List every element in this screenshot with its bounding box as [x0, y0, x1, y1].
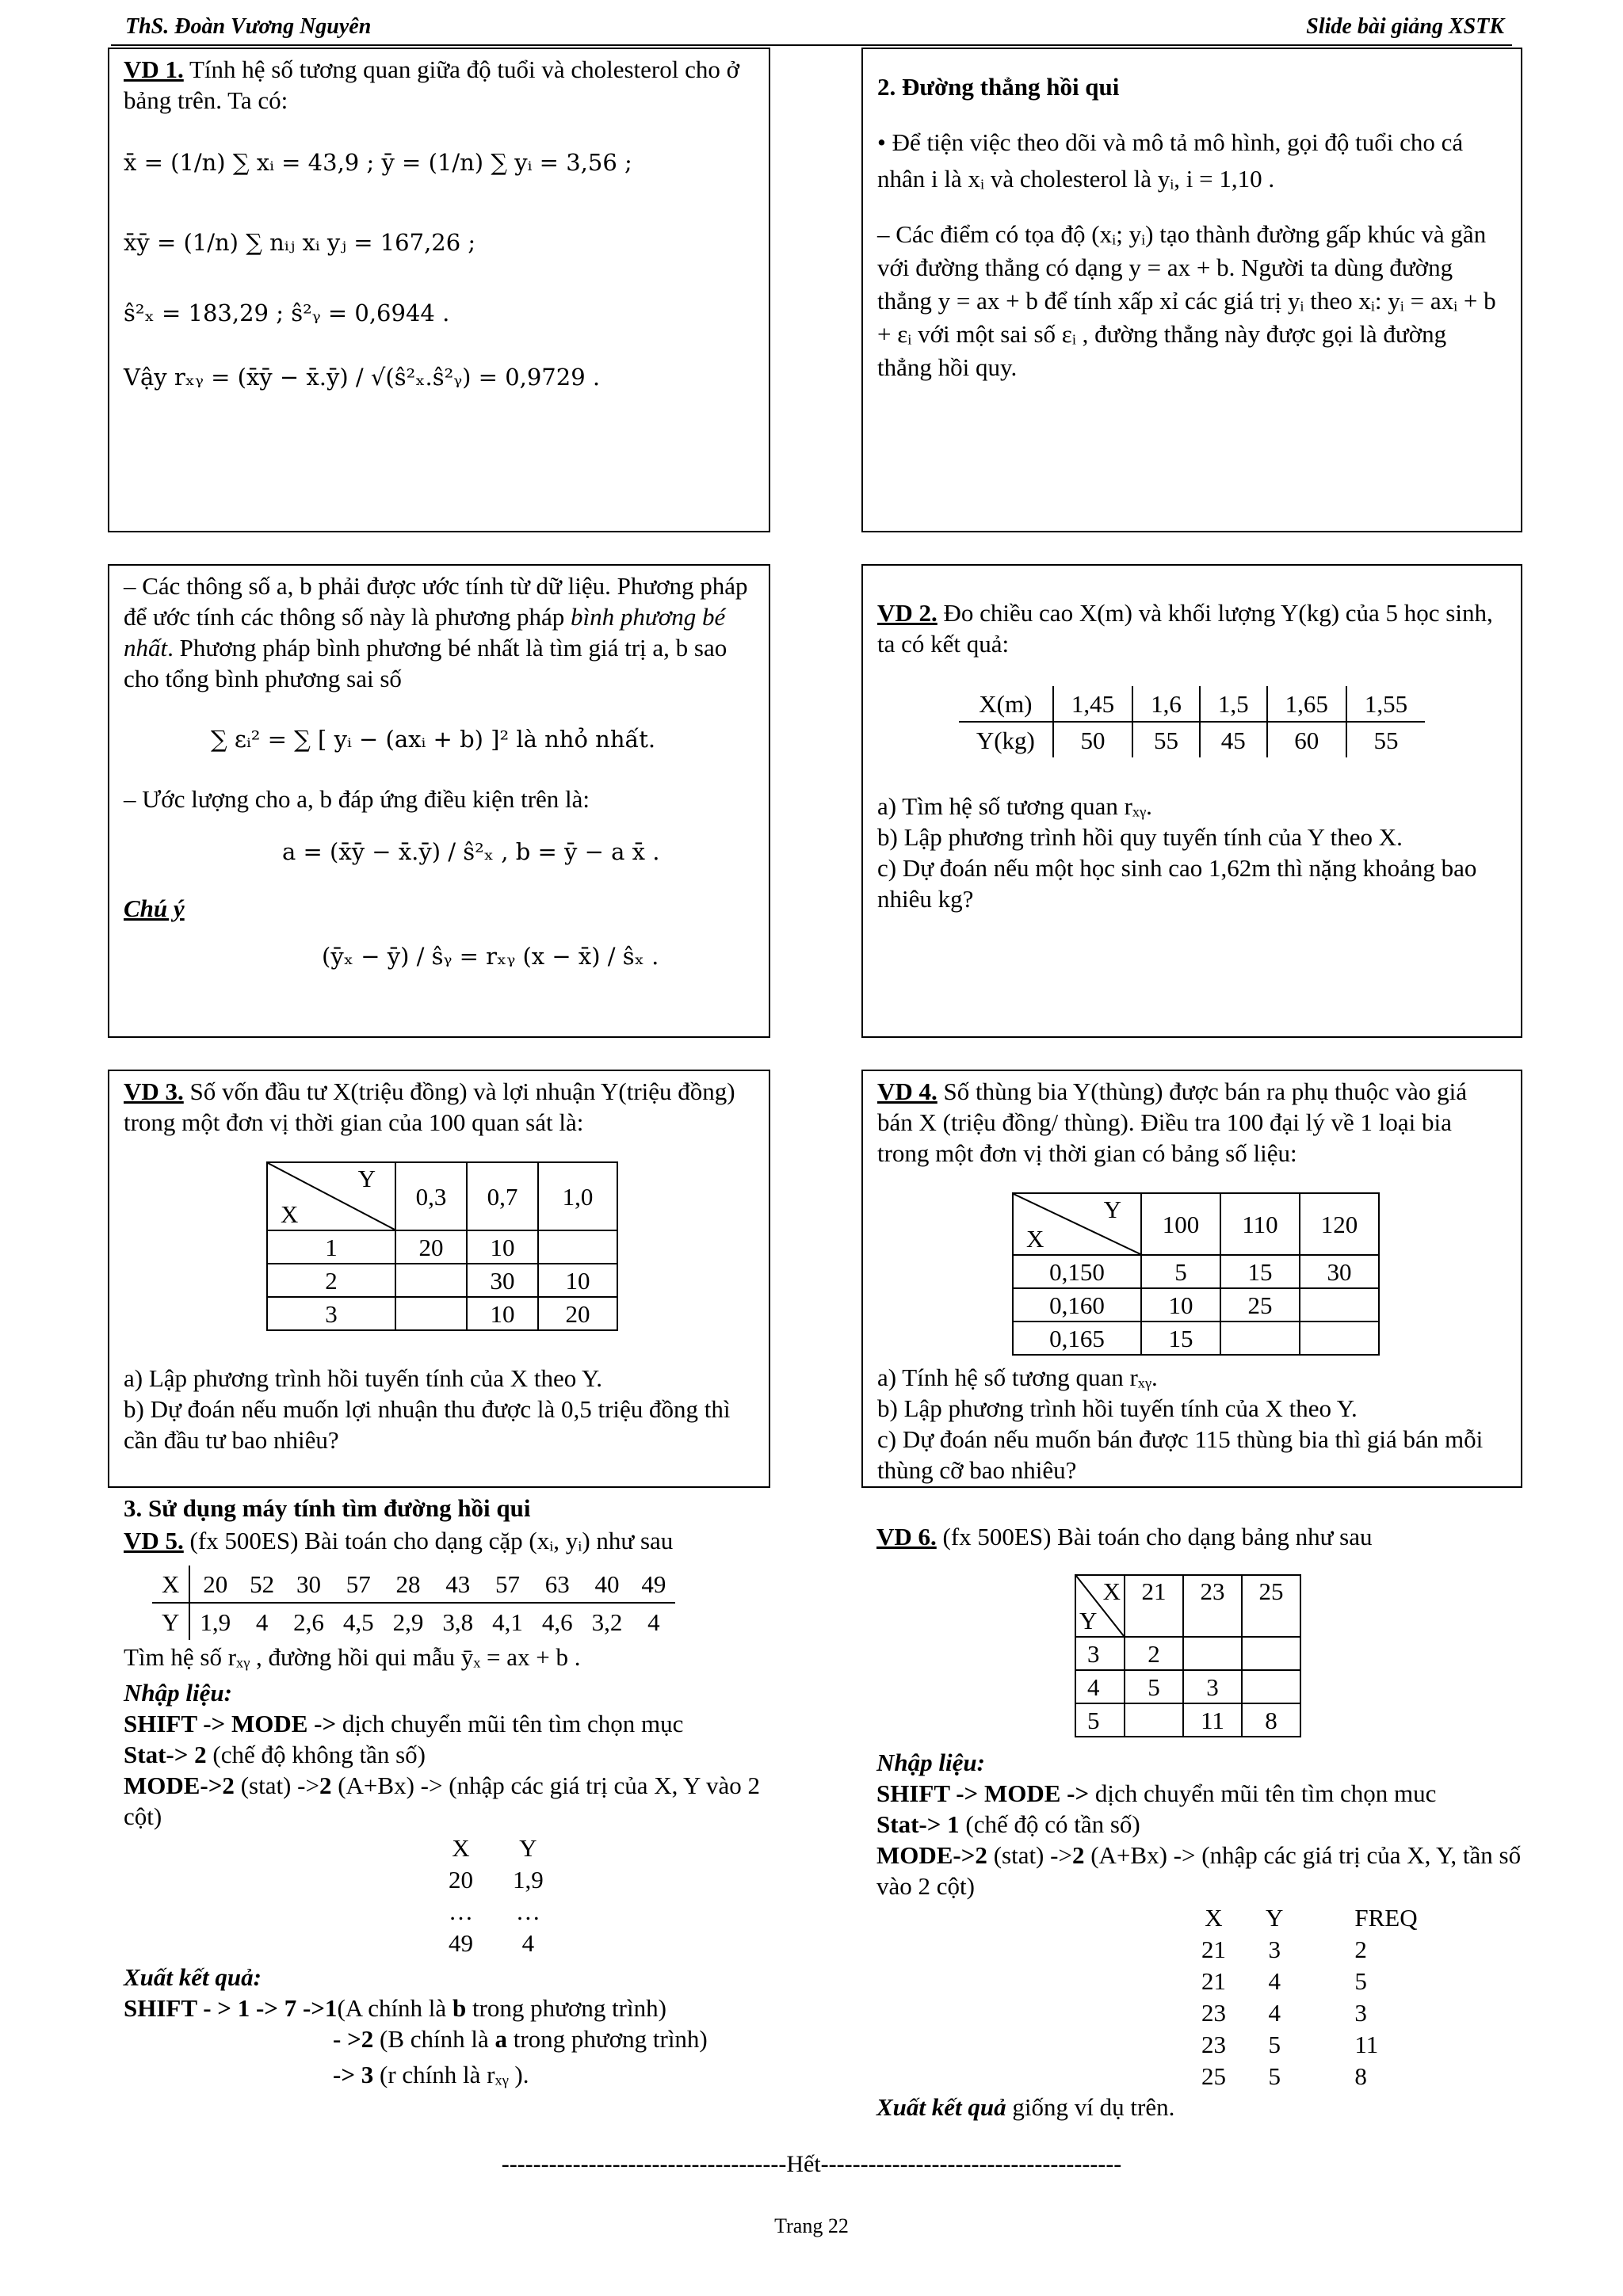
table-row — [1193, 1933, 1426, 1965]
table-cell: 4 — [647, 1608, 660, 1636]
vd3-question-a: a) Lập phương trình hồi tuyến tính của X theo Y. — [124, 1364, 603, 1392]
table-cell: 10 — [467, 1297, 538, 1330]
table-cell — [1300, 1322, 1379, 1355]
vd6-step1-keys: SHIFT -> MODE -> — [876, 1779, 1090, 1807]
vd5-out2-text: (B chính là — [373, 2025, 495, 2053]
table-cell — [1220, 1322, 1300, 1355]
params-method: bình phương bé nhất — [124, 603, 726, 662]
table-row — [1193, 1997, 1426, 2028]
params-note: Chú ý — [124, 894, 185, 922]
vd5-table — [152, 1566, 675, 1640]
params-p1b: . Phương pháp bình phương bé nhất là tìm giá trị a, b sao cho tổng bình phương sai số — [124, 634, 727, 692]
table-cell: 55 — [1132, 722, 1200, 757]
table-cell: 2 — [1354, 1935, 1367, 1963]
table-cell: 2,6 — [293, 1608, 324, 1636]
vd6-step1-text: dịch chuyển mũi tên tìm chọn muc — [1089, 1779, 1437, 1807]
table-row — [267, 1230, 617, 1264]
vd3-intro: Số vốn đầu tư X(triệu đồng) và lợi nhuận Y(triệu đồng) trong một đơn vị thời gian của 100 quan sát là: — [124, 1077, 735, 1136]
table-cell: 30 — [467, 1264, 538, 1297]
table-cell: 23 — [1183, 1575, 1242, 1637]
table-cell: 40 — [582, 1566, 632, 1603]
table-cell: 45 — [1200, 722, 1267, 757]
vd2-question-b: b) Lập phương trình hồi quy tuyến tính của Y theo X. — [877, 823, 1403, 851]
vd6-label: VD 6. — [876, 1523, 937, 1550]
corner-label-y: Y — [1079, 1607, 1098, 1634]
table-cell — [538, 1230, 617, 1264]
vd5-out1-rest: trong phương trình) — [466, 1994, 666, 2022]
vd6-table — [1075, 1574, 1301, 1737]
table-cell: 110 — [1220, 1193, 1300, 1255]
table-cell: 5 — [1268, 2061, 1281, 2090]
vd5-out3-text: (r chính là rₓᵧ ). — [373, 2061, 529, 2088]
table-cell: 55 — [1346, 722, 1425, 757]
table-cell: 3 — [1354, 1998, 1367, 2027]
vd5-step3-text: (stat) -> — [234, 1772, 319, 1799]
vd5-out2-keys: - >2 — [333, 2025, 374, 2053]
vd2-intro: Đo chiều cao X(m) và khối lượng Y(kg) của 5 học sinh, ta có kết quả: — [877, 599, 1493, 658]
vd5-out2-rest: trong phương trình) — [507, 2025, 708, 2053]
table-cell: 1,55 — [1346, 686, 1425, 722]
corner-label-y: Y — [1103, 1196, 1121, 1223]
table-cell: 43 — [433, 1566, 483, 1603]
table-cell — [1125, 1703, 1183, 1737]
vd6-step3-rest: (A+Bx) -> (nhập các giá trị của X, Y, tần số vào 2 cột) — [876, 1841, 1522, 1900]
table-cell — [395, 1297, 467, 1330]
vd5-out1-text: (A chính là — [337, 1994, 453, 2022]
table-cell — [1300, 1288, 1379, 1322]
vd2-question-a: a) Tìm hệ số tương quan rₓᵧ. — [877, 792, 1152, 820]
table-cell: 63 — [533, 1566, 582, 1603]
table-row — [1193, 2060, 1426, 2092]
section2-p2: – Các điểm có tọa độ (xᵢ; yᵢ) tạo thành đường gấp khúc và gần với đường thẳng có dạng y = ax + b. Người ta dùng đường thẳng y = ax + b để tính xấp xỉ các giá trị yᵢ theo xᵢ: yᵢ = axᵢ + b + εᵢ với một sai số εᵢ , đường thẳng này được gọi là đường thẳng hồi quy. — [877, 220, 1496, 381]
table-row — [959, 722, 1425, 757]
table-cell: X — [152, 1566, 189, 1603]
vd3-question-b: b) Dự đoán nếu muốn lợi nhuận thu được là 0,5 triệu đồng thì cần đầu tư bao nhiêu? — [124, 1395, 731, 1454]
table-cell: 4 — [1268, 1998, 1281, 2027]
params-formula-ab: a = (x̄ȳ − x̄.ȳ) / ŝ²ₓ , b = ȳ − a x̄ . — [282, 838, 660, 865]
table-cell: 21 — [1201, 1935, 1226, 1963]
table-cell: 5 — [1075, 1703, 1125, 1737]
table-row — [1075, 1670, 1300, 1703]
table-cell: 20 — [449, 1865, 473, 1894]
table-cell: 25 — [1242, 1575, 1300, 1637]
table-row — [1013, 1322, 1379, 1355]
table-cell: 0,7 — [467, 1162, 538, 1230]
table-cell: 3,2 — [591, 1608, 623, 1636]
vd6-input-title: Nhập liệu: — [876, 1749, 985, 1776]
table-cell: Y — [1266, 1903, 1284, 1932]
table-cell: 0,3 — [395, 1162, 467, 1230]
table-cell — [395, 1264, 467, 1297]
section2-title: 2. Đường thẳng hồi qui — [877, 73, 1120, 101]
table-cell — [1183, 1637, 1242, 1670]
table-cell: 60 — [1267, 722, 1346, 757]
table-cell: 21 — [1125, 1575, 1183, 1637]
table-cell: 11 — [1183, 1703, 1242, 1737]
table-cell: 4 — [1075, 1670, 1125, 1703]
table-row — [959, 686, 1425, 722]
table-cell: 10 — [467, 1230, 538, 1264]
table-cell: Y(kg) — [976, 726, 1035, 754]
table-row — [1075, 1703, 1300, 1737]
section3-title: 3. Sử dụng máy tính tìm đường hồi qui — [124, 1494, 531, 1522]
table-row — [1193, 2028, 1426, 2060]
vd6-step3-text: (stat) -> — [987, 1841, 1072, 1869]
vd5-find: Tìm hệ số rₓᵧ , đường hồi qui mẫu ȳₓ = ax + b . — [124, 1643, 581, 1671]
table-cell: 8 — [1354, 2061, 1367, 2090]
table-row — [1013, 1288, 1379, 1322]
vd1-formula-xy: x̄ȳ = (1/n) ∑ nᵢⱼ xᵢ yⱼ = 167,26 ; — [124, 229, 476, 256]
table-cell: 52 — [240, 1566, 284, 1603]
table-cell: 1,6 — [1132, 686, 1200, 722]
table-cell: 1,65 — [1267, 686, 1346, 722]
table-row — [267, 1264, 617, 1297]
table-cell: 49 — [632, 1566, 675, 1603]
vd4-intro: Số thùng bia Y(thùng) được bán ra phụ thuộc vào giá bán X (triệu đồng/ thùng). Điều tra 100 đại lý về 1 loại bia trong một đơn vị thời gian có bảng số liệu: — [877, 1077, 1468, 1167]
table-row — [1013, 1193, 1379, 1255]
vd6-freq-table — [1193, 1901, 1426, 2092]
table-cell: … — [515, 1897, 540, 1925]
vd4-question-c: c) Dự đoán nếu muốn bán được 115 thùng bia thì giá bán mỗi thùng cỡ bao nhiêu? — [877, 1425, 1484, 1484]
end-marker: ------------------------------------Hết-------------------------------------- — [501, 2151, 1122, 2177]
corner-label-y: Y — [357, 1165, 376, 1192]
table-cell: 5 — [1141, 1255, 1220, 1288]
vd5-input-title: Nhập liệu: — [124, 1679, 232, 1707]
table-cell: 1,5 — [1200, 686, 1267, 722]
vd5-intro: (fx 500ES) Bài toán cho dạng cặp (xᵢ, yᵢ) như sau — [189, 1527, 674, 1554]
table-row — [152, 1603, 675, 1640]
table-cell: 15 — [1141, 1322, 1220, 1355]
table-row — [441, 1927, 552, 1958]
table-cell: FREQ — [1354, 1903, 1418, 1932]
corner-label-x: X — [1102, 1577, 1121, 1605]
table-cell: X — [452, 1833, 470, 1862]
table-row — [267, 1162, 617, 1230]
table-cell: X(m) — [959, 686, 1053, 722]
vd4-label: VD 4. — [877, 1077, 938, 1105]
table-cell: 0,150 — [1013, 1255, 1141, 1288]
table-cell: 4 — [1268, 1966, 1281, 1995]
table-cell: 3 — [1268, 1935, 1281, 1963]
table-cell: 49 — [449, 1928, 473, 1957]
table-cell: 4,6 — [541, 1608, 573, 1636]
table-cell: … — [449, 1897, 473, 1925]
table-cell: 30 — [1300, 1255, 1379, 1288]
vd6-step2-text: (chế độ có tần số) — [959, 1810, 1140, 1838]
vd1-formula-variance: ŝ²ₓ = 183,29 ; ŝ²ᵧ = 0,6944 . — [124, 299, 450, 326]
table-cell: 20 — [395, 1230, 467, 1264]
table-cell: 5 — [1354, 1966, 1367, 1995]
table-row — [441, 1863, 552, 1895]
vd5-out3-keys: -> 3 — [333, 2061, 374, 2088]
table-cell: 2,9 — [392, 1608, 424, 1636]
vd6-output-text: giống ví dụ trên. — [1006, 2093, 1175, 2121]
header-author: ThS. Đoàn Vương Nguyên — [125, 14, 372, 39]
table-cell: 1,9 — [200, 1608, 231, 1636]
vd6-intro: (fx 500ES) Bài toán cho dạng bảng như sau — [942, 1523, 1373, 1550]
vd5-out1-keys: SHIFT - > 1 -> 7 ->1 — [124, 1994, 338, 2022]
table-cell: 50 — [1053, 722, 1132, 757]
corner-cell — [267, 1162, 395, 1230]
table-row — [152, 1566, 675, 1603]
table-cell: 28 — [384, 1566, 433, 1603]
table-cell: 3 — [267, 1297, 395, 1330]
params-formula-lsq: ∑ εᵢ² = ∑ [ yᵢ − (axᵢ + b) ]² là nhỏ nhất. — [211, 726, 656, 753]
vd1-intro: Tính hệ số tương quan giữa độ tuổi và cholesterol cho ở bảng trên. Ta có: — [124, 55, 739, 114]
params-p2: – Ước lượng cho a, b đáp ứng điều kiện trên là: — [124, 785, 590, 813]
table-cell: 4 — [255, 1608, 269, 1636]
table-cell: 15 — [1220, 1255, 1300, 1288]
vd6 — [876, 1521, 1526, 2122]
vd5-step3-key2: 2 — [319, 1772, 332, 1799]
table-cell: 8 — [1242, 1703, 1300, 1737]
params-box — [108, 564, 770, 1038]
corner-cell — [1013, 1193, 1141, 1255]
table-cell: 100 — [1141, 1193, 1220, 1255]
table-cell: 3 — [1183, 1670, 1242, 1703]
section3 — [124, 1493, 773, 2090]
section2-box — [861, 48, 1522, 532]
vd6-step3-key2: 2 — [1071, 1841, 1085, 1869]
table-cell — [1242, 1670, 1300, 1703]
table-cell: 4 — [521, 1928, 535, 1957]
table-cell: 57 — [334, 1566, 384, 1603]
table-cell: 1,9 — [513, 1865, 544, 1894]
table-cell: 20 — [538, 1297, 617, 1330]
table-cell: 4,5 — [342, 1608, 374, 1636]
vd4-table — [1012, 1192, 1380, 1356]
vd2-label: VD 2. — [877, 599, 938, 627]
params-p1: – Các thông số a, b phải được ước tính từ dữ liệu. Phương pháp để ước tính các thông số này là phương pháp — [124, 572, 748, 631]
vd5-output-title: Xuất kết quả: — [124, 1963, 262, 1991]
table-cell: 120 — [1300, 1193, 1379, 1255]
vd5-step2-text: (chế độ không tần số) — [206, 1741, 426, 1768]
vd1-formula-r: Vậy rₓᵧ = (x̄ȳ − x̄.ȳ) / √(ŝ²ₓ.ŝ²ᵧ) = 0,9729 . — [124, 364, 601, 391]
table-cell: 5 — [1268, 2030, 1281, 2058]
table-cell: 0,165 — [1013, 1322, 1141, 1355]
vd2-box — [861, 564, 1522, 1038]
vd5-step1-text: dịch chuyển mũi tên tìm chọn mục — [336, 1710, 684, 1737]
table-cell: 20 — [189, 1566, 240, 1603]
table-cell: 2 — [1125, 1637, 1183, 1670]
table-cell: 10 — [538, 1264, 617, 1297]
vd5-out2-var: a — [495, 2025, 507, 2053]
corner-label-x: X — [281, 1200, 299, 1228]
table-cell: 21 — [1201, 1966, 1226, 1995]
table-row — [441, 1832, 552, 1863]
vd6-step2-keys: Stat-> 1 — [876, 1810, 960, 1838]
table-row — [1075, 1637, 1300, 1670]
vd5-label: VD 5. — [124, 1527, 184, 1554]
vd3-table — [266, 1161, 618, 1331]
vd6-step3-keys: MODE->2 — [876, 1841, 987, 1869]
table-cell: 1,0 — [538, 1162, 617, 1230]
corner-label-x: X — [1026, 1225, 1044, 1253]
table-cell: X — [1205, 1903, 1223, 1932]
table-cell: 4,1 — [492, 1608, 523, 1636]
vd1-box — [108, 48, 770, 532]
vd3-box — [108, 1070, 770, 1488]
vd5-step2-keys: Stat-> 2 — [124, 1741, 207, 1768]
vd6-output-title: Xuất kết quả — [876, 2093, 1006, 2121]
vd5-out1-var: b — [452, 1994, 467, 2022]
table-cell — [1242, 1637, 1300, 1670]
header-title: Slide bài giảng XSTK — [1306, 14, 1504, 39]
vd5-step3-keys: MODE->2 — [124, 1772, 235, 1799]
params-formula-note: (ȳₓ − ȳ) / ŝᵧ = rₓᵧ (x − x̄) / ŝₓ . — [322, 943, 659, 970]
table-cell: 3,8 — [442, 1608, 474, 1636]
vd4-question-b: b) Lập phương trình hồi tuyến tính của X theo Y. — [877, 1394, 1358, 1422]
table-cell: 5 — [1125, 1670, 1183, 1703]
vd4-box — [861, 1070, 1522, 1488]
vd5-entry-table — [441, 1832, 552, 1958]
vd3-label: VD 3. — [124, 1077, 184, 1105]
page-number: Trang 22 — [774, 2214, 849, 2237]
table-cell: 0,160 — [1013, 1288, 1141, 1322]
table-cell: 30 — [284, 1566, 334, 1603]
table-cell: 1,45 — [1053, 686, 1132, 722]
table-row — [1193, 1901, 1426, 1933]
table-row — [441, 1895, 552, 1927]
table-cell: 11 — [1354, 2030, 1379, 2058]
table-cell: Y — [152, 1603, 189, 1640]
vd1-label: VD 1. — [124, 55, 184, 83]
vd4-question-a: a) Tính hệ số tương quan rₓᵧ. — [877, 1363, 1158, 1391]
section2-p1: • Để tiện việc theo dõi và mô tả mô hình, gọi độ tuổi cho cá nhân i là xᵢ và cholesterol là yᵢ, i = 1,10 . — [877, 128, 1464, 193]
vd1-formula-means: x̄ = (1/n) ∑ xᵢ = 43,9 ; ȳ = (1/n) ∑ yᵢ = 3,56 ; — [124, 149, 632, 176]
table-row — [1013, 1255, 1379, 1288]
table-cell: 57 — [483, 1566, 533, 1603]
table-cell: 1 — [267, 1230, 395, 1264]
table-cell: Y — [519, 1833, 537, 1862]
header-rule — [111, 44, 1512, 46]
table-cell: 25 — [1220, 1288, 1300, 1322]
table-row — [1075, 1575, 1300, 1637]
corner-cell — [1075, 1575, 1125, 1637]
table-row — [1193, 1965, 1426, 1997]
vd2-table — [959, 686, 1425, 757]
table-cell: 25 — [1201, 2061, 1226, 2090]
table-row — [267, 1297, 617, 1330]
table-cell: 2 — [267, 1264, 395, 1297]
table-cell: 23 — [1201, 2030, 1226, 2058]
table-cell: 23 — [1201, 1998, 1226, 2027]
vd5-step3-rest: (A+Bx) -> (nhập các giá trị của X, Y vào 2 cột) — [124, 1772, 760, 1830]
table-cell: 10 — [1141, 1288, 1220, 1322]
vd2-question-c: c) Dự đoán nếu một học sinh cao 1,62m thì nặng khoảng bao nhiêu kg? — [877, 854, 1477, 913]
table-cell: 3 — [1075, 1637, 1125, 1670]
vd5-step1-keys: SHIFT -> MODE -> — [124, 1710, 337, 1737]
